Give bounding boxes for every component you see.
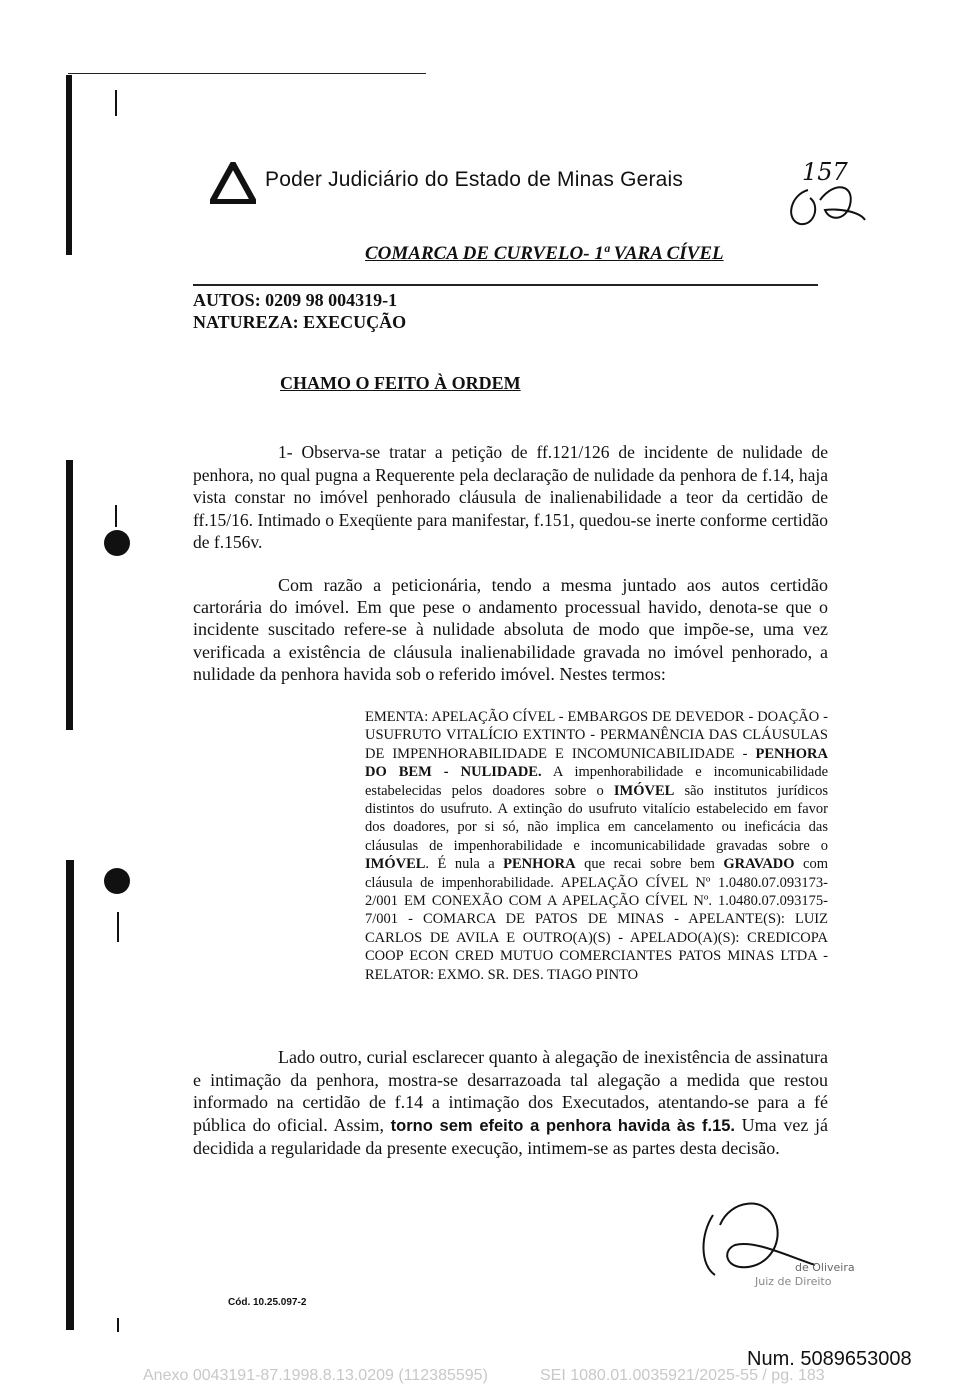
footer-right: SEI 1080.01.0035921/2025-55 / pg. 183 — [540, 1367, 825, 1384]
ementa-text: que recai sobre bem — [575, 856, 724, 873]
paragraph-3-text: Lado outro, curial esclarecer quanto à alegação de inexistência de assinatura e intimação da penhora, mostra-se desarrazoada tal alegação a medida que restou informado na certidão de f.14 a intimação dos Executados, atentando-se para a fé pública do oficial. Assim, — [193, 1047, 828, 1135]
top-rule — [68, 73, 426, 74]
paragraph-1-text: 1- Observa-se tratar a petição de ff.121/126 de incidente de nulidade de penhora, no qual pugna a Requerente pela declaração de nulidade da penhora de f.14, haja vista constar no imóvel penhorado cláusula de inalienabilidade a teor da certidão de ff.15/16. Intimado o Exeqüente para manifestar, f.151, quedou-se inerte conforme certidão de f.156v. — [193, 442, 828, 552]
ementa-quote — [365, 708, 828, 984]
paragraph-2-text: Com razão a peticionária, tendo a mesma juntado aos autos certidão cartorária do imóvel. Em que pese o andamento processual havido, denota-se que o incidente suscitado refere-se à nulidade absoluta de modo que impõe-se, uma vez verificada a existência de cláusula inalienabilidade gravada no imóvel penhorado, a nulidade da penhora havida sob o referido imóvel. Nestes termos: — [193, 575, 828, 684]
institution-name: Poder Judiciário do Estado de Minas Gerais — [265, 168, 684, 191]
ementa-bold: IMÓVEL — [613, 782, 675, 799]
scan-edge-mark — [115, 90, 117, 116]
header-rule — [193, 284, 818, 286]
decision-title: CHAMO O FEITO À ORDEM — [280, 373, 521, 393]
ementa-bold: IMÓVEL — [365, 856, 426, 873]
paragraph-1 — [193, 441, 828, 554]
scan-edge-mark — [66, 860, 74, 1330]
scan-edge-mark — [66, 460, 73, 730]
case-nature: NATUREZA: EXECUÇÃO — [193, 312, 407, 332]
svg-text:157: 157 — [802, 158, 848, 186]
footer-left: Anexo 0043191-87.1998.8.13.0209 (112385595) — [143, 1367, 488, 1384]
document-number: Num. 5089653008 — [747, 1348, 912, 1370]
ementa-bold: GRAVADO — [723, 856, 795, 873]
judge-signature — [695, 1195, 865, 1295]
document-code: Cód. 10.25.097-2 — [228, 1297, 307, 1308]
case-number: AUTOS: 0209 98 004319-1 — [193, 290, 398, 310]
ementa-text: A impenhorabilidade e incomunicabilidade estabelecidas pelos doadores sobre o — [365, 764, 829, 799]
ementa-text: com cláusula de impenhorabilidade. APELAÇÃO CÍVEL Nº 1.0480.07.093173-2/001 EM CONEXÃO COM A APELAÇÃO CÍVEL Nº. 1.0480.07.093175-7/001 - COMARCA DE PATOS DE MINAS - APELANTE(S): LUIZ CARLOS DE AVILA E OUTRO(A)(S) - APELADO(A)(S): CREDICOPA COOP ECON CRED MUTUO COMERCIANTES PATOS MINAS LTDA - RELATOR: EXMO. SR. DES. TIAGO PINTO — [365, 856, 828, 983]
paragraph-2 — [193, 574, 828, 685]
scan-edge-mark — [66, 75, 72, 255]
ementa-text: são institutos jurídicos distintos do usufruto. A extinção do usufruto vitalício estabelecido em favor dos doadores, por si só, não implica em cancelamento ou ineficácia das cláusulas de impenhorabilidade e incomunicabilidade gravadas sobre o — [365, 782, 829, 854]
svg-text:Juiz de Direito: Juiz de Direito — [755, 1275, 832, 1288]
ementa-text: EMENTA: APELAÇÃO CÍVEL - EMBARGOS DE DEVEDOR - DOAÇÃO - USUFRUTO VITALÍCIO EXTINTO - PERMANÊNCIA DAS CLÁUSULAS DE IMPENHORABILIDADE E INCOMUNICABILIDADE - — [365, 709, 828, 762]
triangle-logo-icon — [210, 162, 256, 204]
ementa-text: . É nula a — [425, 856, 504, 873]
scan-edge-mark — [104, 530, 130, 556]
paragraph-3-text-end: Uma vez já decidida a regularidade da presente execução, intimem-se as partes desta decisão. — [193, 1114, 828, 1159]
paragraph-3-bold: torno sem efeito a penhora havida às f.15. — [390, 1116, 736, 1135]
scan-edge-mark — [115, 505, 117, 527]
handwritten-folio-number — [780, 150, 870, 230]
scan-edge-mark — [117, 1318, 119, 1332]
scan-edge-mark — [117, 912, 119, 942]
svg-text:de Oliveira: de Oliveira — [795, 1261, 855, 1274]
ementa-bold: PENHORA — [503, 856, 576, 873]
paragraph-3 — [193, 1046, 828, 1160]
case-info — [193, 289, 406, 333]
comarca-heading: COMARCA DE CURVELO- 1ª VARA CÍVEL — [365, 243, 724, 264]
scan-edge-mark — [104, 868, 130, 894]
ementa-bold: PENHORA DO BEM - NULIDADE. — [365, 745, 828, 781]
